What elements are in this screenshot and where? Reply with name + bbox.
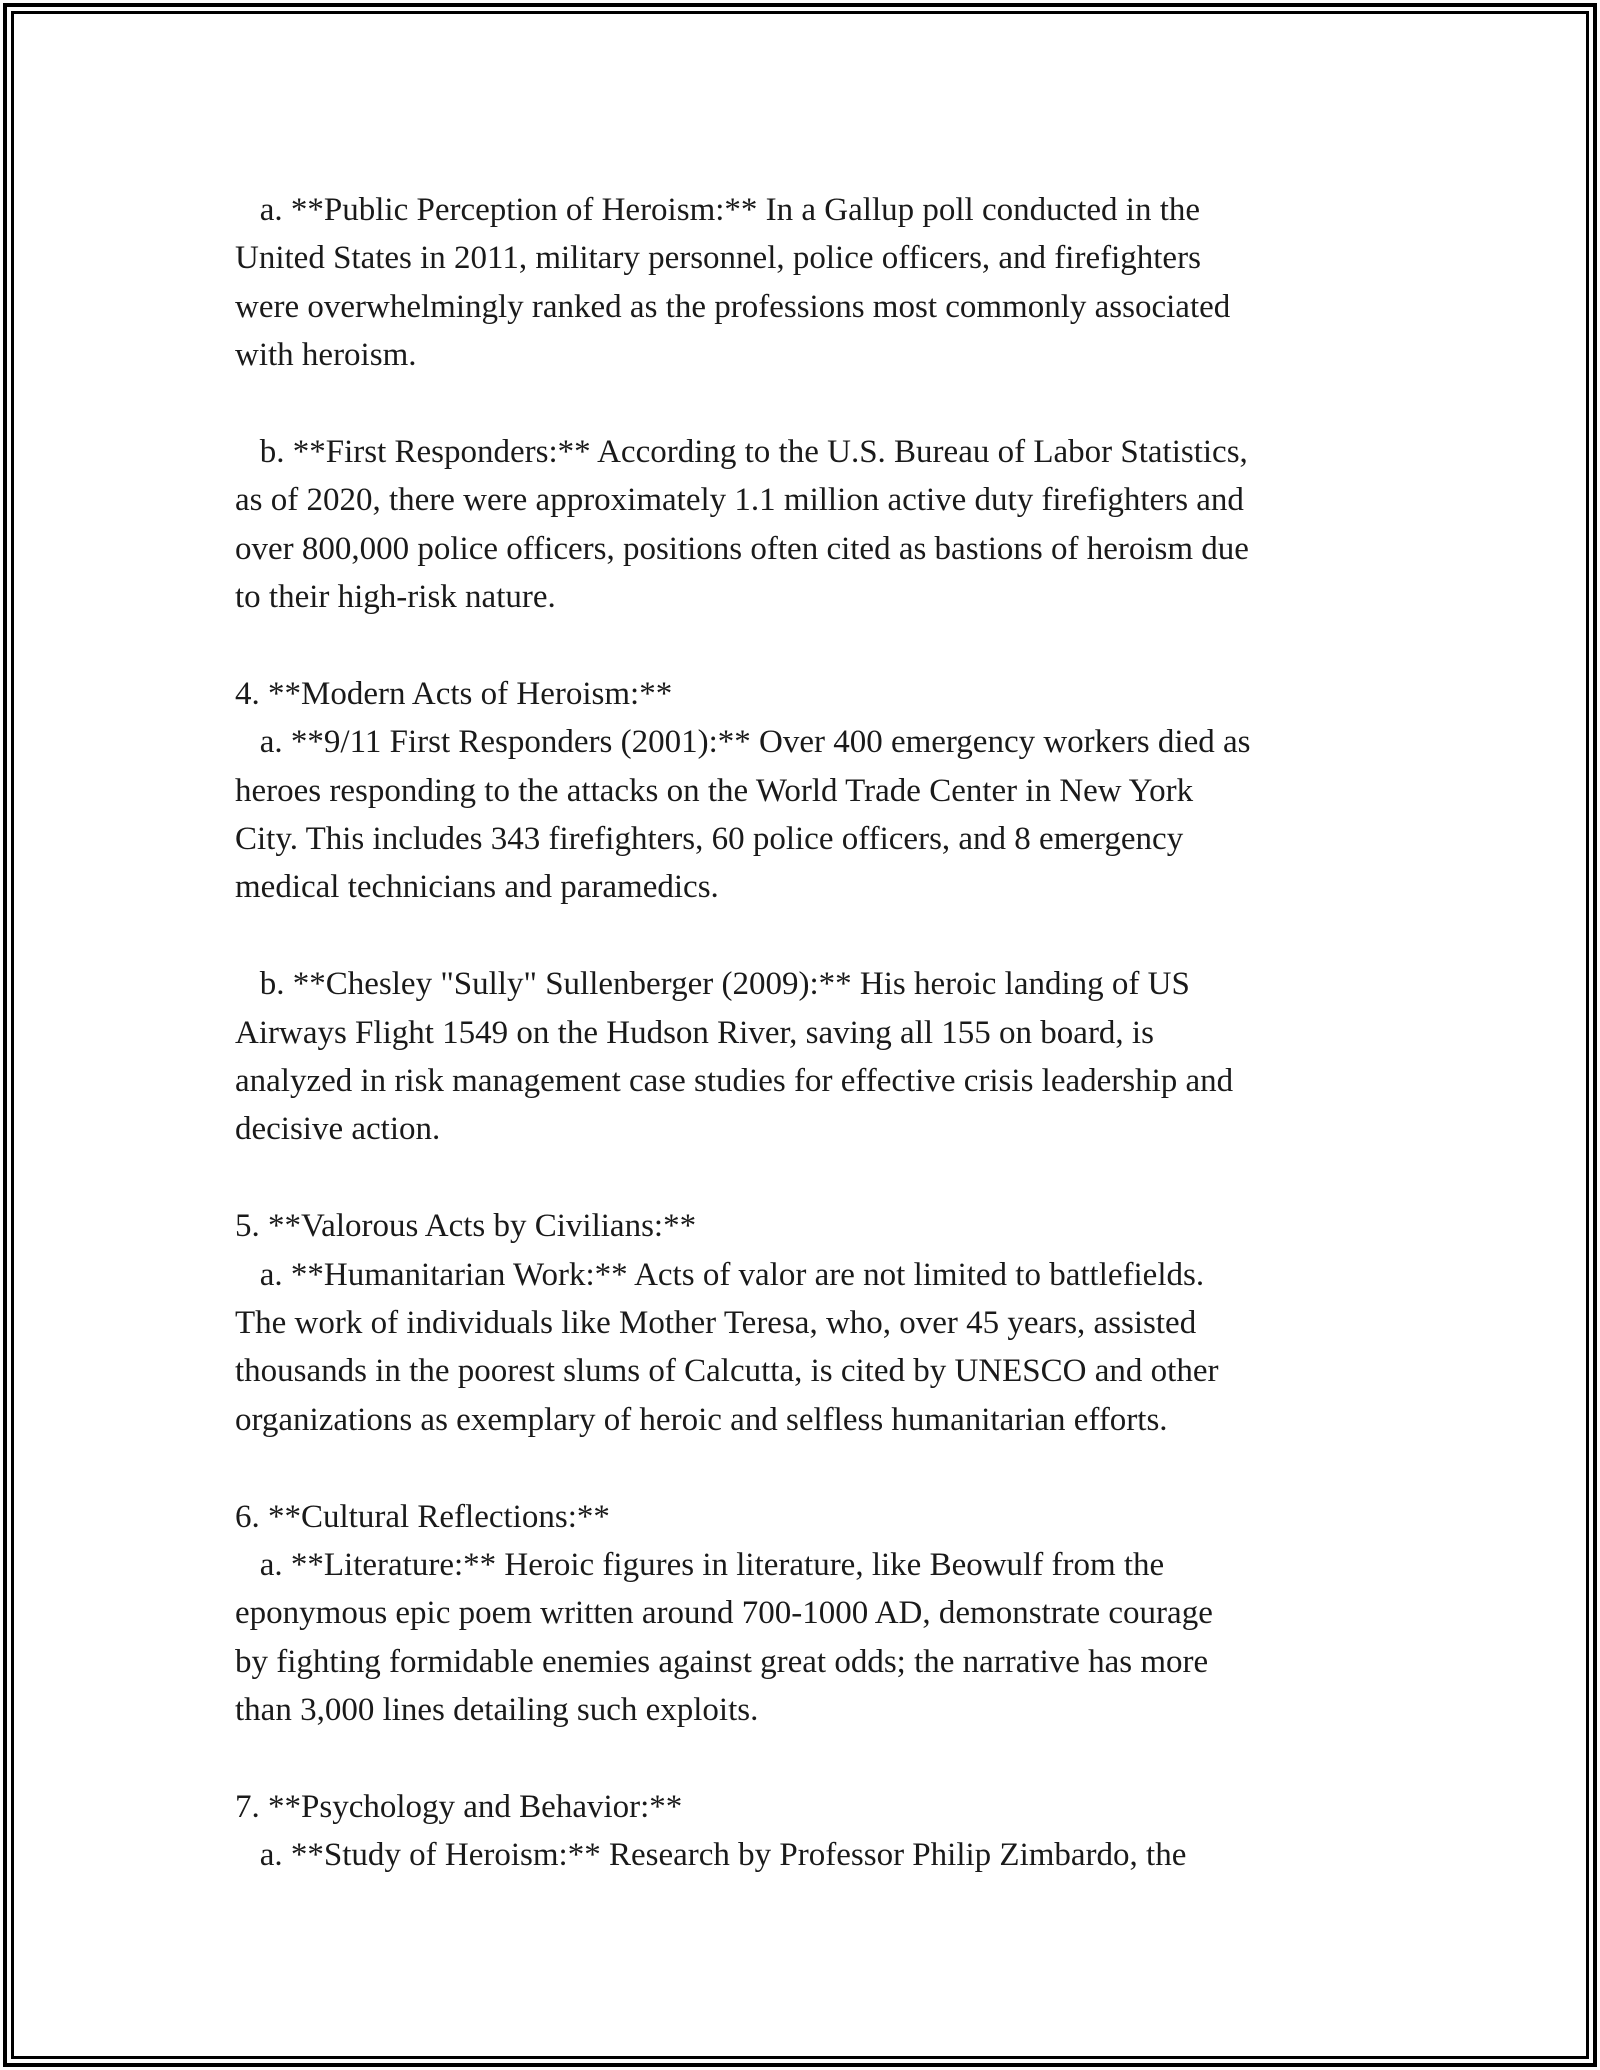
text-line: United States in 2011, military personnel, police officers, and firefighters bbox=[235, 240, 1201, 277]
text-line: by fighting formidable enemies against great odds; the narrative has more bbox=[235, 1643, 1209, 1680]
text-line: a. **Study of Heroism:** Research by Professor Philip Zimbardo, the bbox=[235, 1837, 1187, 1874]
text-line: b. **Chesley "Sully" Sullenberger (2009):** His heroic landing of US bbox=[235, 966, 1190, 1003]
text-line: were overwhelmingly ranked as the professions most commonly associated bbox=[235, 288, 1231, 325]
text-line: a. **Public Perception of Heroism:** In a Gallup poll conducted in the bbox=[235, 192, 1201, 228]
section-heading: 6. **Cultural Reflections:** bbox=[235, 1498, 610, 1535]
text-line: City. This includes 343 firefighters, 60 police officers, and 8 emergency bbox=[235, 821, 1184, 858]
text-line: decisive action. bbox=[235, 1111, 441, 1148]
text-line: a. **Literature:** Heroic figures in literature, like Beowulf from the bbox=[235, 1546, 1165, 1583]
blank-line bbox=[235, 380, 1385, 428]
section-heading: 4. **Modern Acts of Heroism:** bbox=[235, 675, 673, 712]
section-heading: 5. **Valorous Acts by Civilians:** bbox=[235, 1208, 697, 1245]
blank-line bbox=[235, 912, 1385, 960]
text-line: analyzed in risk management case studies for effective crisis leadership and bbox=[235, 1063, 1234, 1100]
text-line: The work of individuals like Mother Teresa, who, over 45 years, assisted bbox=[235, 1304, 1197, 1341]
blank-line bbox=[235, 622, 1385, 670]
text-line: organizations as exemplary of heroic and selfless humanitarian efforts. bbox=[235, 1401, 1168, 1438]
text-line: to their high-risk nature. bbox=[235, 579, 556, 616]
text-line: with heroism. bbox=[235, 337, 417, 374]
text-line: than 3,000 lines detailing such exploits. bbox=[235, 1692, 759, 1729]
blank-line bbox=[235, 1154, 1385, 1202]
section-heading: 7. **Psychology and Behavior:** bbox=[235, 1788, 683, 1825]
text-line: eponymous epic poem written around 700-1000 AD, demonstrate courage bbox=[235, 1595, 1213, 1632]
text-line: a. **9/11 First Responders (2001):** Over 400 emergency workers died as bbox=[235, 724, 1251, 761]
text-line: thousands in the poorest slums of Calcutta, is cited by UNESCO and other bbox=[235, 1353, 1219, 1390]
text-line: as of 2020, there were approximately 1.1 million active duty firefighters and bbox=[235, 482, 1244, 519]
text-line: a. **Humanitarian Work:** Acts of valor are not limited to battlefields. bbox=[235, 1256, 1205, 1293]
text-line: medical technicians and paramedics. bbox=[235, 869, 719, 906]
document-body bbox=[235, 186, 1385, 1880]
text-line: Airways Flight 1549 on the Hudson River, saving all 155 on board, is bbox=[235, 1014, 1154, 1051]
text-line: over 800,000 police officers, positions often cited as bastions of heroism due bbox=[235, 530, 1249, 567]
text-line: b. **First Responders:** According to the U.S. Bureau of Labor Statistics, bbox=[235, 433, 1248, 470]
blank-line bbox=[235, 1444, 1385, 1492]
blank-line bbox=[235, 1735, 1385, 1783]
text-line: heroes responding to the attacks on the World Trade Center in New York bbox=[235, 772, 1194, 809]
